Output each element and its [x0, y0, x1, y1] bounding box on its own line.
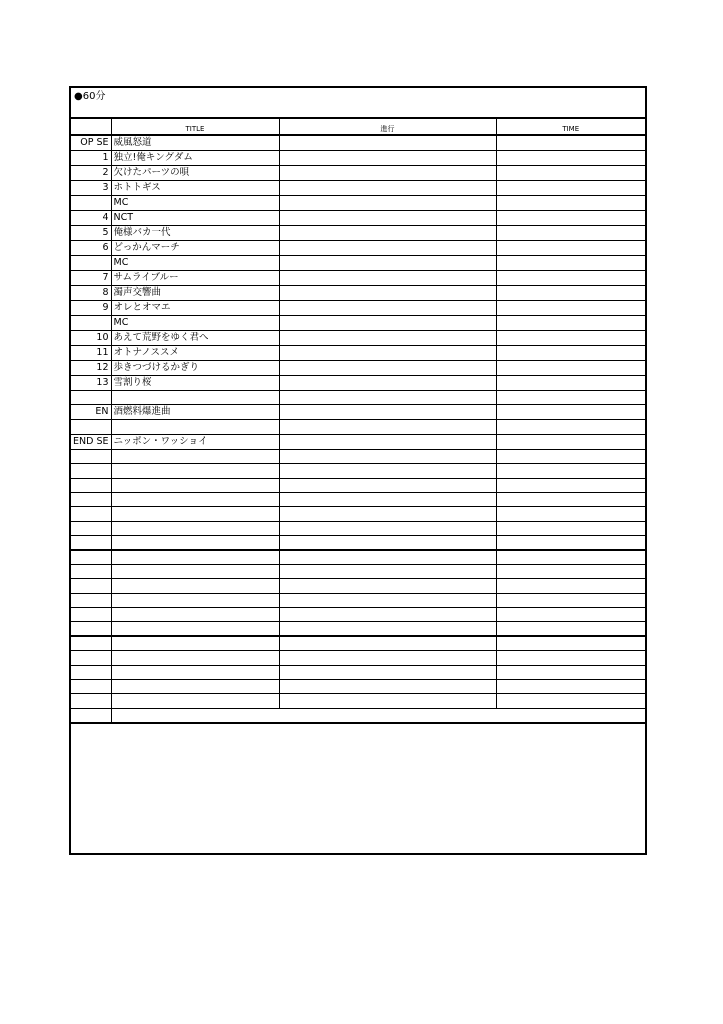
cell-progress[interactable] — [279, 346, 496, 361]
cell-progress[interactable] — [279, 492, 496, 506]
table-row — [71, 241, 645, 256]
cell-progress[interactable] — [279, 464, 496, 478]
cell-title[interactable] — [111, 651, 279, 665]
notes-area[interactable] — [71, 712, 645, 853]
cell-number[interactable] — [71, 196, 111, 211]
column-header-progress: 進行 — [279, 119, 496, 135]
cell-number[interactable]: 12 — [71, 361, 111, 376]
table-row — [71, 492, 645, 506]
cell-progress[interactable] — [279, 665, 496, 679]
cell-title[interactable]: 濁声交響曲 — [111, 286, 279, 301]
cell-time[interactable] — [496, 376, 645, 391]
cell-progress[interactable] — [279, 256, 496, 271]
cell-time[interactable] — [496, 636, 645, 650]
cell-progress[interactable] — [279, 166, 496, 181]
cell-progress[interactable] — [279, 579, 496, 593]
cell-title[interactable]: 独立!俺キングダム — [111, 151, 279, 166]
cell-time[interactable] — [496, 301, 645, 316]
table-row — [71, 694, 645, 708]
cell-number[interactable] — [71, 521, 111, 535]
cell-progress[interactable] — [279, 301, 496, 316]
cell-number[interactable] — [71, 256, 111, 271]
cell-title[interactable]: 酒燃料爆進曲 — [111, 405, 279, 420]
cell-title[interactable]: あえて荒野をゆく君へ — [111, 331, 279, 346]
cell-progress[interactable] — [279, 226, 496, 241]
cell-progress[interactable] — [279, 405, 496, 420]
table-row — [71, 316, 645, 331]
cell-title[interactable] — [111, 478, 279, 492]
table-row — [71, 226, 645, 241]
cell-number[interactable] — [71, 608, 111, 622]
cell-title[interactable] — [111, 636, 279, 650]
cell-progress[interactable] — [279, 316, 496, 331]
cell-time[interactable] — [496, 536, 645, 550]
cell-time[interactable] — [496, 521, 645, 535]
cell-progress[interactable] — [279, 507, 496, 521]
cell-progress[interactable] — [279, 636, 496, 650]
cell-number[interactable] — [71, 478, 111, 492]
cell-progress[interactable] — [279, 593, 496, 607]
cell-progress[interactable] — [279, 376, 496, 391]
cell-number[interactable] — [71, 622, 111, 636]
cell-number[interactable]: 3 — [71, 181, 111, 196]
cell-time[interactable] — [496, 331, 645, 346]
cell-title[interactable] — [111, 449, 279, 463]
cell-progress[interactable] — [279, 449, 496, 463]
cell-time[interactable] — [496, 271, 645, 286]
cell-progress[interactable] — [279, 331, 496, 346]
cell-number[interactable]: 13 — [71, 376, 111, 391]
cell-time[interactable] — [496, 550, 645, 564]
cell-number[interactable]: 11 — [71, 346, 111, 361]
cell-number[interactable] — [71, 651, 111, 665]
cell-number[interactable] — [71, 449, 111, 463]
cell-progress[interactable] — [279, 196, 496, 211]
table-row — [71, 521, 645, 535]
cell-title[interactable] — [111, 593, 279, 607]
table-row — [71, 181, 645, 196]
table-row — [71, 331, 645, 346]
cell-progress[interactable] — [279, 651, 496, 665]
table-row — [71, 636, 645, 650]
table-row — [71, 579, 645, 593]
cell-time[interactable] — [496, 651, 645, 665]
cell-progress[interactable] — [279, 420, 496, 434]
cell-time[interactable] — [496, 680, 645, 694]
cell-progress[interactable] — [279, 536, 496, 550]
cell-title[interactable] — [111, 492, 279, 506]
cell-progress[interactable] — [279, 151, 496, 166]
cell-time[interactable] — [496, 449, 645, 463]
cell-title[interactable]: MC — [111, 316, 279, 331]
cell-title[interactable] — [111, 464, 279, 478]
title-cell[interactable] — [71, 88, 645, 119]
cell-progress[interactable] — [279, 478, 496, 492]
table-row — [71, 564, 645, 578]
cell-title[interactable]: 威風怒道 — [111, 135, 279, 151]
cell-number[interactable] — [71, 507, 111, 521]
cell-time[interactable] — [496, 241, 645, 256]
cell-number[interactable] — [71, 694, 111, 708]
cell-number[interactable] — [71, 536, 111, 550]
table-row — [71, 449, 645, 463]
cell-progress[interactable] — [279, 564, 496, 578]
cell-title[interactable] — [111, 694, 279, 708]
cell-number[interactable]: OP SE — [71, 135, 111, 151]
table-row — [71, 151, 645, 166]
table-row — [71, 420, 645, 434]
header-row — [71, 119, 645, 135]
cell-time[interactable] — [496, 492, 645, 506]
table-row — [71, 608, 645, 622]
cell-number[interactable] — [71, 680, 111, 694]
cell-number[interactable] — [71, 593, 111, 607]
cell-progress[interactable] — [279, 434, 496, 449]
cell-time[interactable] — [496, 391, 645, 405]
table-row — [71, 680, 645, 694]
cell-time[interactable] — [496, 256, 645, 271]
cell-time[interactable] — [496, 420, 645, 434]
cell-title[interactable] — [111, 608, 279, 622]
cell-time[interactable] — [496, 665, 645, 679]
cell-number[interactable] — [71, 665, 111, 679]
table-row — [71, 593, 645, 607]
cell-title[interactable]: 雪割り桜 — [111, 376, 279, 391]
cell-title[interactable]: NCT — [111, 211, 279, 226]
column-header-number — [71, 119, 111, 135]
cell-progress[interactable] — [279, 694, 496, 708]
cell-progress[interactable] — [279, 181, 496, 196]
cell-number[interactable] — [71, 550, 111, 564]
cell-time[interactable] — [496, 346, 645, 361]
cell-title[interactable] — [111, 507, 279, 521]
table-row — [71, 196, 645, 211]
table-row — [71, 665, 645, 679]
cell-number[interactable]: 10 — [71, 331, 111, 346]
cell-time[interactable] — [496, 405, 645, 420]
cell-title[interactable]: オレとオマエ — [111, 301, 279, 316]
cell-number[interactable]: 4 — [71, 211, 111, 226]
cell-time[interactable] — [496, 211, 645, 226]
cell-title[interactable]: MC — [111, 256, 279, 271]
cell-progress[interactable] — [279, 622, 496, 636]
cell-number[interactable]: 9 — [71, 301, 111, 316]
table-row — [71, 391, 645, 405]
cell-title[interactable]: 俺様バカ一代 — [111, 226, 279, 241]
cell-number[interactable] — [71, 579, 111, 593]
cell-number[interactable] — [71, 316, 111, 331]
cell-number[interactable]: 2 — [71, 166, 111, 181]
cell-title[interactable]: オトナノススメ — [111, 346, 279, 361]
cell-progress[interactable] — [279, 521, 496, 535]
cell-progress[interactable] — [279, 211, 496, 226]
cell-number[interactable] — [71, 420, 111, 434]
cell-time[interactable] — [496, 226, 645, 241]
cell-number[interactable]: 1 — [71, 151, 111, 166]
table-row — [71, 536, 645, 550]
table-row — [71, 271, 645, 286]
cell-time[interactable] — [496, 694, 645, 708]
column-header-title: TITLE — [111, 119, 279, 135]
cell-time[interactable] — [496, 434, 645, 449]
cell-progress[interactable] — [279, 271, 496, 286]
table-row — [71, 301, 645, 316]
table-row — [71, 346, 645, 361]
column-header-time: TIME — [496, 119, 645, 135]
table-row — [71, 405, 645, 420]
cell-title[interactable] — [111, 550, 279, 564]
cell-title[interactable]: ニッポン・ワッショイ — [111, 434, 279, 449]
cell-title[interactable]: ホトトギス — [111, 181, 279, 196]
table-row — [71, 622, 645, 636]
cell-progress[interactable] — [279, 241, 496, 256]
cell-number[interactable] — [71, 564, 111, 578]
table-row — [71, 434, 645, 449]
cell-number[interactable]: 6 — [71, 241, 111, 256]
cell-time[interactable] — [496, 286, 645, 301]
cell-title[interactable]: 欠けたパーツの唄 — [111, 166, 279, 181]
cell-time[interactable] — [496, 579, 645, 593]
cell-progress[interactable] — [279, 550, 496, 564]
cell-time[interactable] — [496, 316, 645, 331]
cell-time[interactable] — [496, 166, 645, 181]
cell-title[interactable]: MC — [111, 196, 279, 211]
cell-number[interactable] — [71, 636, 111, 650]
cell-progress[interactable] — [279, 361, 496, 376]
cell-time[interactable] — [496, 478, 645, 492]
cell-title[interactable] — [111, 420, 279, 434]
cell-number[interactable]: 8 — [71, 286, 111, 301]
table-row — [71, 507, 645, 521]
cell-time[interactable] — [496, 181, 645, 196]
cell-time[interactable] — [496, 564, 645, 578]
table-row — [71, 651, 645, 665]
cell-progress[interactable] — [279, 391, 496, 405]
setlist-table — [71, 119, 645, 724]
setlist-sheet — [69, 86, 647, 855]
cell-number[interactable] — [71, 391, 111, 405]
cell-time[interactable] — [496, 593, 645, 607]
cell-title[interactable] — [111, 391, 279, 405]
table-row — [71, 135, 645, 151]
cell-time[interactable] — [496, 464, 645, 478]
cell-number[interactable]: 5 — [71, 226, 111, 241]
table-row — [71, 464, 645, 478]
cell-time[interactable] — [496, 608, 645, 622]
cell-progress[interactable] — [279, 286, 496, 301]
table-row — [71, 376, 645, 391]
cell-number[interactable]: EN — [71, 405, 111, 420]
cell-progress[interactable] — [279, 608, 496, 622]
cell-time[interactable] — [496, 151, 645, 166]
table-row — [71, 166, 645, 181]
table-row — [71, 286, 645, 301]
cell-time[interactable] — [496, 135, 645, 151]
table-row — [71, 256, 645, 271]
cell-time[interactable] — [496, 196, 645, 211]
cell-number[interactable]: 7 — [71, 271, 111, 286]
table-row — [71, 211, 645, 226]
cell-title[interactable]: 歩きつづけるかぎり — [111, 361, 279, 376]
cell-title[interactable] — [111, 536, 279, 550]
cell-title[interactable]: サムライブルー — [111, 271, 279, 286]
cell-title[interactable] — [111, 665, 279, 679]
cell-number[interactable]: END SE — [71, 434, 111, 449]
cell-title[interactable] — [111, 579, 279, 593]
table-row — [71, 361, 645, 376]
cell-number[interactable] — [71, 464, 111, 478]
cell-time[interactable] — [496, 507, 645, 521]
table-row — [71, 550, 645, 564]
cell-time[interactable] — [496, 622, 645, 636]
cell-title[interactable] — [111, 564, 279, 578]
cell-progress[interactable] — [279, 135, 496, 151]
cell-title[interactable] — [111, 622, 279, 636]
cell-number[interactable] — [71, 492, 111, 506]
cell-title[interactable] — [111, 521, 279, 535]
page-title: ●60分 — [74, 91, 106, 102]
cell-title[interactable]: どっかんマーチ — [111, 241, 279, 256]
cell-time[interactable] — [496, 361, 645, 376]
table-row — [71, 478, 645, 492]
cell-progress[interactable] — [279, 680, 496, 694]
cell-title[interactable] — [111, 680, 279, 694]
